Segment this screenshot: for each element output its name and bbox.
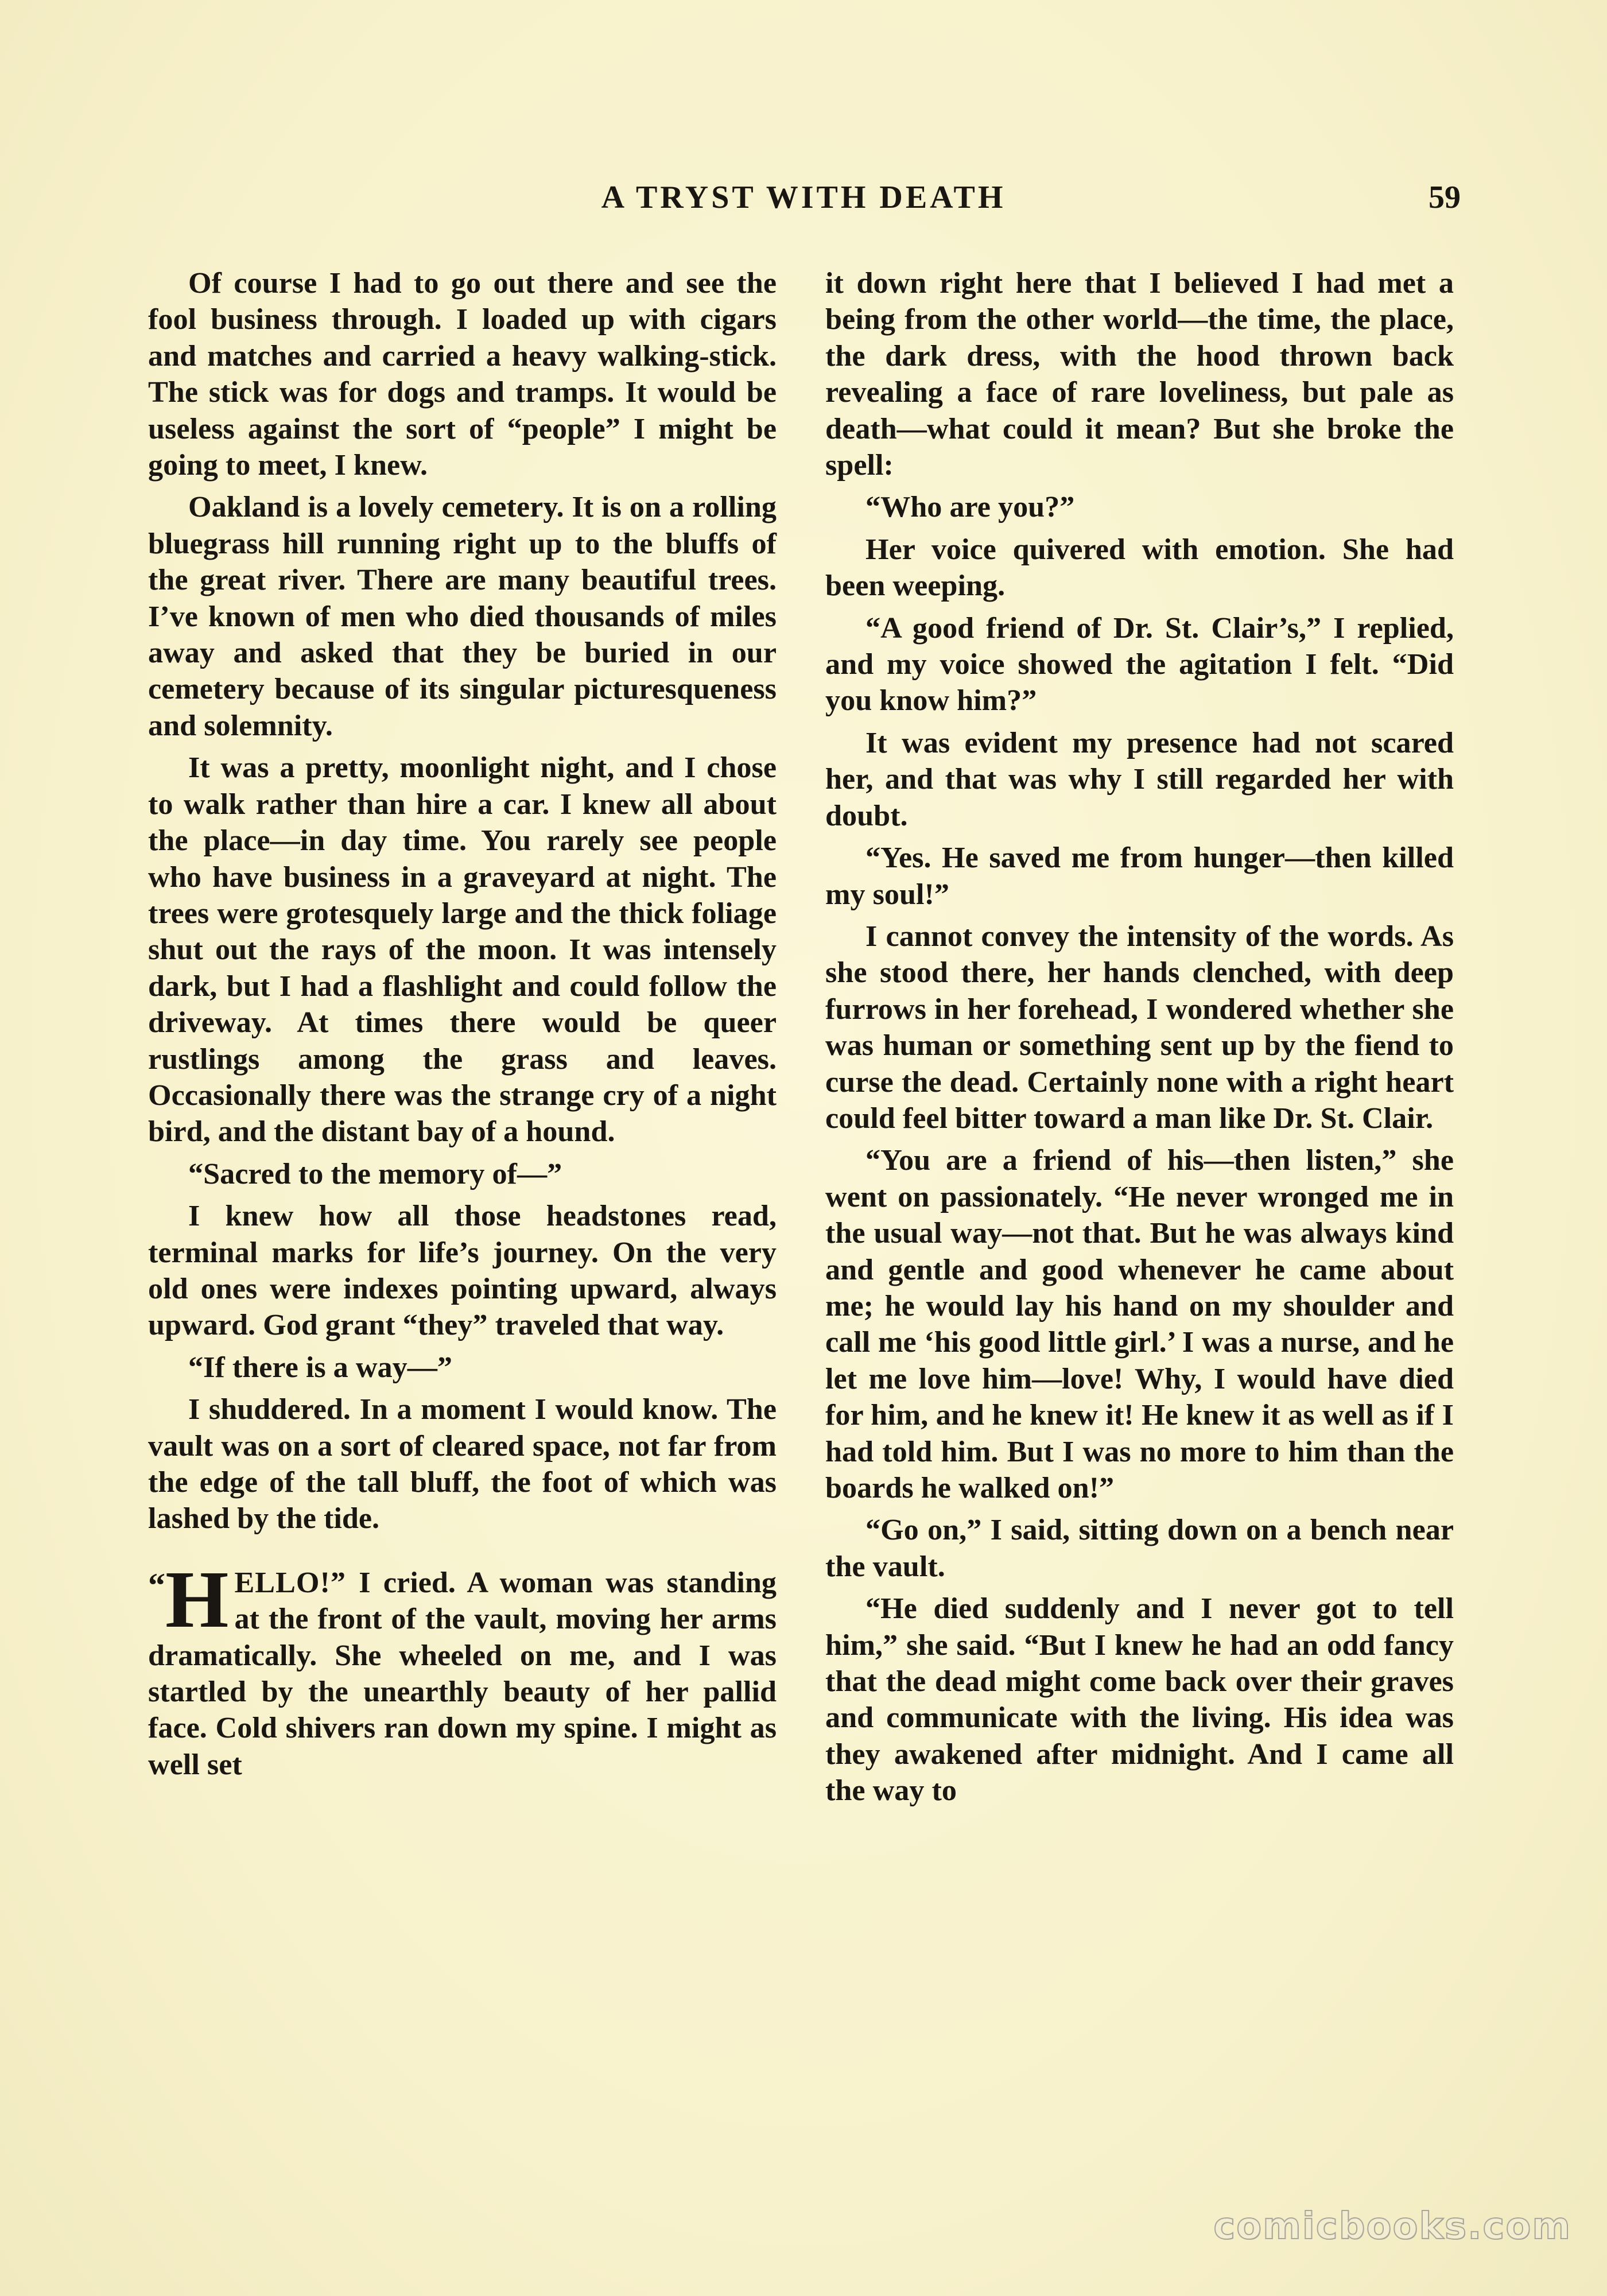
section-opening-paragraph xyxy=(148,1553,777,1783)
drop-cap-letter: H xyxy=(165,1553,229,1645)
paragraph: It was a pretty, moonlight night, and I chose to walk rather than hire a car. I knew all about the place—in day time. You rarely see people who have business in a graveyard at night. The trees were grotesquely large and the thick foliage shut out the rays of the moon. It was intensely dark, but I had a flashlight and could follow the driveway. At times there would be queer rustlings among the grass and leaves. Occasionally there was the strange cry of a night bird, and the distant bay of a hound. xyxy=(148,751,777,1149)
paragraph: “If there is a way—” xyxy=(188,1350,452,1384)
paragraph: “A good friend of Dr. St. Clair’s,” I replied, and my voice showed the agitation I felt. “Did you know him?” xyxy=(825,611,1454,718)
page-number: 59 xyxy=(1429,180,1461,215)
paragraph: it down right here that I believed I had met a being from the other world—the time, the place, the dark dress, with the hood thrown back revealing a face of rare loveliness, but pale as death—what could it mean? But she broke the spell: xyxy=(825,266,1454,482)
paragraph: Her voice quivered with emotion. She had been weeping. xyxy=(825,532,1454,603)
left-column xyxy=(148,265,777,1789)
paragraph-text: I cried. A woman was standing at the front of the vault, moving her arms dramatically. She wheeled on me, and I was startled by the unearthly beauty of her pallid face. Cold shivers ran down my spine. I might as well set xyxy=(148,1565,777,1781)
paragraph: “Who are you?” xyxy=(865,490,1075,524)
paragraph: “Sacred to the memory of—” xyxy=(188,1157,562,1190)
paragraph: Oakland is a lovely cemetery. It is on a rolling bluegrass hill running right up to the bluffs of the great river. There are many beautiful trees. I’ve known of men who died thousands of miles away and asked that they be buried in our cemetery because of its singular picturesqueness and solemnity. xyxy=(148,490,777,742)
paragraph: Of course I had to go out there and see the fool business through. I loaded up with cigars and matches and carried a heavy walking-stick. The stick was for dogs and tramps. It would be useless against the sort of “people” I might be going to meet, I knew. xyxy=(148,266,777,482)
paragraph: “He died suddenly and I never got to tell him,” she said. “But I knew he had an odd fancy that the dead might come back over their graves and communicate with the living. His idea was they awakened after midnight. And I came all the way to xyxy=(825,1592,1454,1808)
paragraph: I shuddered. In a moment I would know. The vault was on a sort of cleared space, not far from the edge of the tall bluff, the foot of which was lashed by the tide. xyxy=(148,1393,777,1535)
page-header xyxy=(146,179,1461,219)
running-head-title: A TRYST WITH DEATH xyxy=(601,180,1006,215)
small-caps-lead: ELLO!” xyxy=(234,1565,346,1599)
paragraph: “Go on,” I said, sitting down on a bench near the vault. xyxy=(825,1513,1454,1583)
paragraph: “You are a friend of his—then listen,” she went on passionately. “He never wronged me in the usual way—not that. But he was always kind and gentle and good whenever he came about me; he would lay his hand on my shoulder and call me ‘his good little girl.’ I was a nurse, and he let me love him—love! Why, I would have died for him, and he knew it! He knew it as well as if I had told him. But I was no more to him than the boards he walked on!” xyxy=(825,1143,1454,1504)
right-column xyxy=(825,265,1454,1815)
drop-cap-quote: “ xyxy=(148,1566,165,1604)
paragraph: “Yes. He saved me from hunger—then killed my soul!” xyxy=(825,841,1454,911)
paragraph: I cannot convey the intensity of the words. As she stood there, her hands clenched, with deep furrows in her forehead, I wondered whether she was human or something sent up by the fiend to curse the dead. Certainly none with a right heart could feel bitter toward a man like Dr. St. Clair. xyxy=(825,919,1454,1135)
paragraph: It was evident my presence had not scared her, and that was why I still regarded her with doubt. xyxy=(825,726,1454,832)
site-watermark: comicbooks.com xyxy=(1213,2205,1571,2248)
drop-cap xyxy=(148,1553,229,1645)
paragraph: I knew how all those headstones read, terminal marks for life’s journey. On the very old ones were indexes pointing upward, always upward. God grant “they” traveled that way. xyxy=(148,1199,777,1342)
